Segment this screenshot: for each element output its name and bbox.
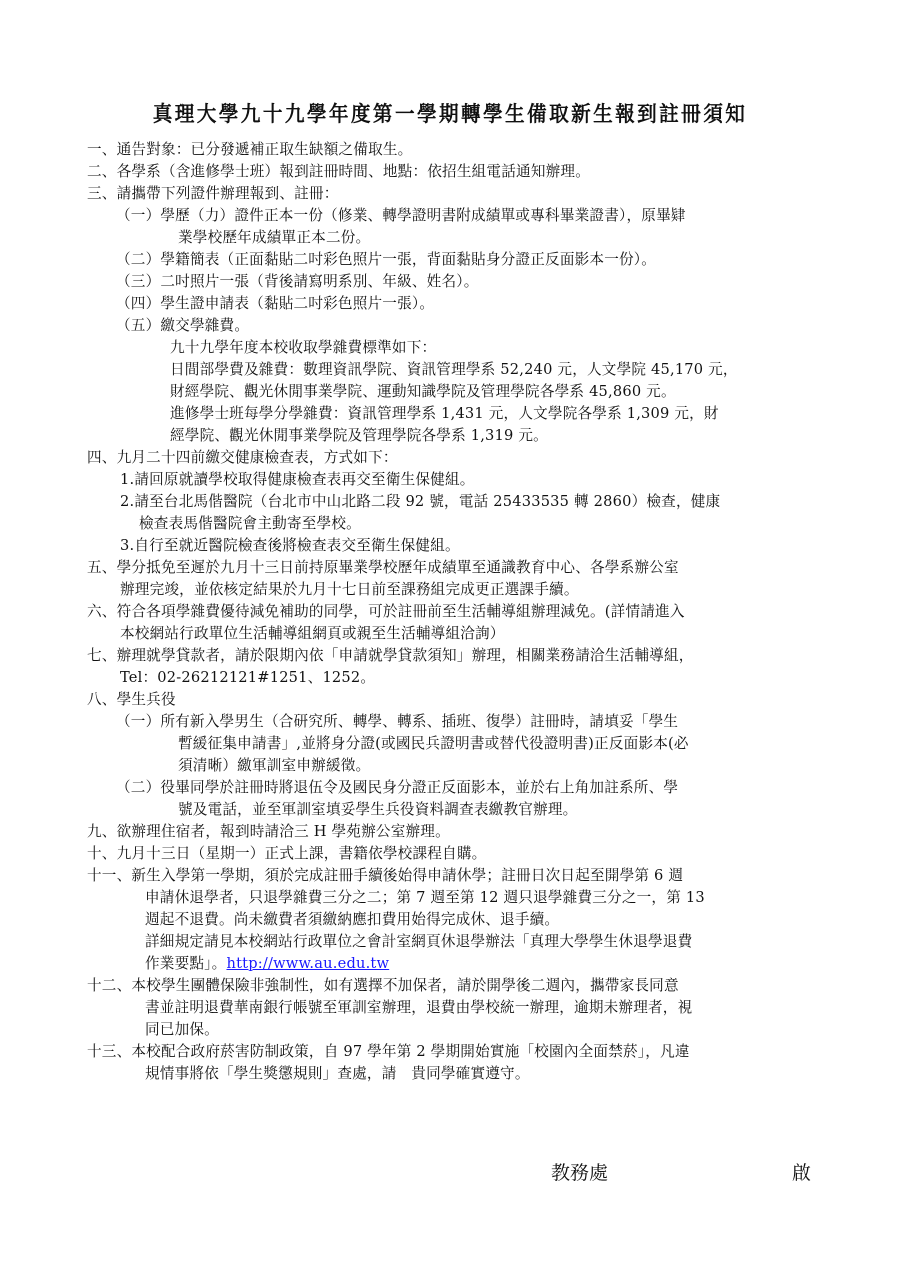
item-4-1: 1.請回原就讀學校取得健康檢查表再交至衛生保健組。	[120, 471, 475, 488]
item-2: 二、各學系（含進修學士班）報到註冊時間、地點：依招生組電話通知辦理。	[87, 163, 590, 180]
item-4: 四、九月二十四前繳交健康檢查表，方式如下：	[87, 449, 398, 466]
item-13-cont: 規情事將依「學生獎懲規則」查處，請 貴同學確實遵守。	[145, 1065, 530, 1082]
item-3-1-cont: 業學校歷年成績單正本二份。	[178, 229, 371, 246]
item-4-3: 3.自行至就近醫院檢查後將檢查表交至衛生保健組。	[120, 537, 460, 554]
item-11: 十一、新生入學第一學期，須於完成註冊手續後始得申請休學；註冊日次日起至開學第 6 週	[87, 867, 684, 884]
item-8: 八、學生兵役	[87, 691, 176, 708]
item-3-4: （四）學生證申請表（黏貼二吋彩色照片一張）。	[116, 295, 435, 312]
item-8-2: （二）役畢同學於註冊時將退伍令及國民身分證正反面影本，並於右上角加註系所、學	[116, 779, 679, 796]
office-signature: 教務處	[551, 1162, 609, 1184]
item-7: 七、辦理就學貸款者，請於限期內依「申請就學貸款須知」辦理，相關業務請洽生活輔導組，	[87, 647, 694, 664]
fee-standard: 九十九學年度本校收取學雜費標準如下：	[170, 339, 437, 356]
fee-evening: 進修學士班每學分學雜費：資訊管理學系 1,431 元，人文學院各學系 1,309 元，財	[170, 405, 719, 422]
item-12-cont2: 同已加保。	[145, 1021, 219, 1038]
item-10: 十、九月十三日（星期一）正式上課，書籍依學校課程自購。	[87, 845, 487, 862]
item-12-cont: 書並註明退費華南銀行帳號至軍訓室辦理，退費由學校統一辦理，逾期未辦理者，視	[145, 999, 693, 1016]
item-3-5: （五）繳交學雜費。	[116, 317, 250, 334]
fee-day: 日間部學費及雜費：數理資訊學院、資訊管理學系 52,240 元，人文學院 45,170 元，	[170, 361, 738, 378]
fee-evening-cont: 經學院、觀光休閒事業學院及管理學院各學系 1,319 元。	[170, 427, 548, 444]
item-8-2-cont: 號及電話，並至軍訓室填妥學生兵役資料調查表繳教官辦理。	[178, 801, 578, 818]
item-9: 九、欲辦理住宿者，報到時請洽三 H 學苑辦公室辦理。	[87, 823, 450, 840]
item-7-cont: Tel：02-26212121#1251、1252。	[120, 669, 376, 686]
closing-mark: 啟	[792, 1162, 812, 1184]
fee-day-cont: 財經學院、觀光休閒事業學院、運動知識學院及管理學院各學系 45,860 元。	[170, 383, 676, 400]
item-12: 十二、本校學生團體保險非強制性，如有選擇不加保者，請於開學後二週內，攜帶家長同意	[87, 977, 679, 994]
item-3-2: （二）學籍簡表（正面黏貼二吋彩色照片一張，背面黏貼身分證正反面影本一份）。	[116, 251, 657, 268]
item-11-cont: 申請休退學者，只退學雜費三分之二；第 7 週至第 12 週只退學雜費三分之一，第 13	[145, 889, 705, 906]
item-4-2-cont: 檢查表馬偕醫院會主動寄至學校。	[139, 515, 361, 532]
item-11-cont4-text: 作業要點」。	[145, 955, 227, 972]
university-website-link[interactable]: http://www.au.edu.tw	[226, 955, 390, 972]
document-title: 真理大學九十九學年度第一學期轉學生備取新生報到註冊須知	[152, 101, 748, 126]
item-6: 六、符合各項學雜費優待減免補助的同學，可於註冊前至生活輔導組辦理減免。(詳情請進入	[87, 603, 685, 620]
item-8-1-cont2: 須清晰）繳軍訓室申辦緩徵。	[178, 757, 371, 774]
item-13: 十三、本校配合政府菸害防制政策，自 97 學年第 2 學期開始實施「校園內全面禁菸」，凡違	[87, 1043, 690, 1060]
item-11-cont4	[145, 954, 389, 974]
item-8-1-cont: 暫緩征集申請書」,並將身分證(或國民兵證明書或替代役證明書)正反面影本(必	[178, 735, 689, 752]
item-11-cont2: 週起不退費。尚未繳費者須繳納應扣費用始得完成休、退手續。	[145, 911, 560, 928]
item-5-cont: 辦理完竣，並依核定結果於九月十七日前至課務組完成更正選課手續。	[120, 581, 579, 598]
item-3-1: （一）學歷（力）證件正本一份（修業、轉學證明書附成績單或專科畢業證書），原畢肄	[116, 207, 686, 224]
item-5: 五、學分抵免至遲於九月十三日前持原畢業學校歷年成績單至通識教育中心、各學系辦公室	[87, 559, 679, 576]
item-6-cont: 本校網站行政單位生活輔導組網頁或親至生活輔導組洽詢）	[120, 625, 505, 642]
item-8-1: （一）所有新入學男生（合研究所、轉學、轉系、插班、復學）註冊時，請填妥「學生	[116, 713, 679, 730]
item-4-2: 2.請至台北馬偕醫院（台北市中山北路二段 92 號，電話 25433535 轉 2860）檢查，健康	[120, 493, 721, 510]
item-1: 一、通告對象：已分發遞補正取生缺額之備取生。	[87, 141, 413, 158]
item-11-cont3: 詳細規定請見本校網站行政單位之會計室網頁休退學辦法「真理大學學生休退學退費	[145, 933, 693, 950]
item-3: 三、請攜帶下列證件辦理報到、註冊：	[87, 185, 339, 202]
item-3-3: （三）二吋照片一張（背後請寫明系別、年級、姓名）。	[116, 273, 479, 290]
